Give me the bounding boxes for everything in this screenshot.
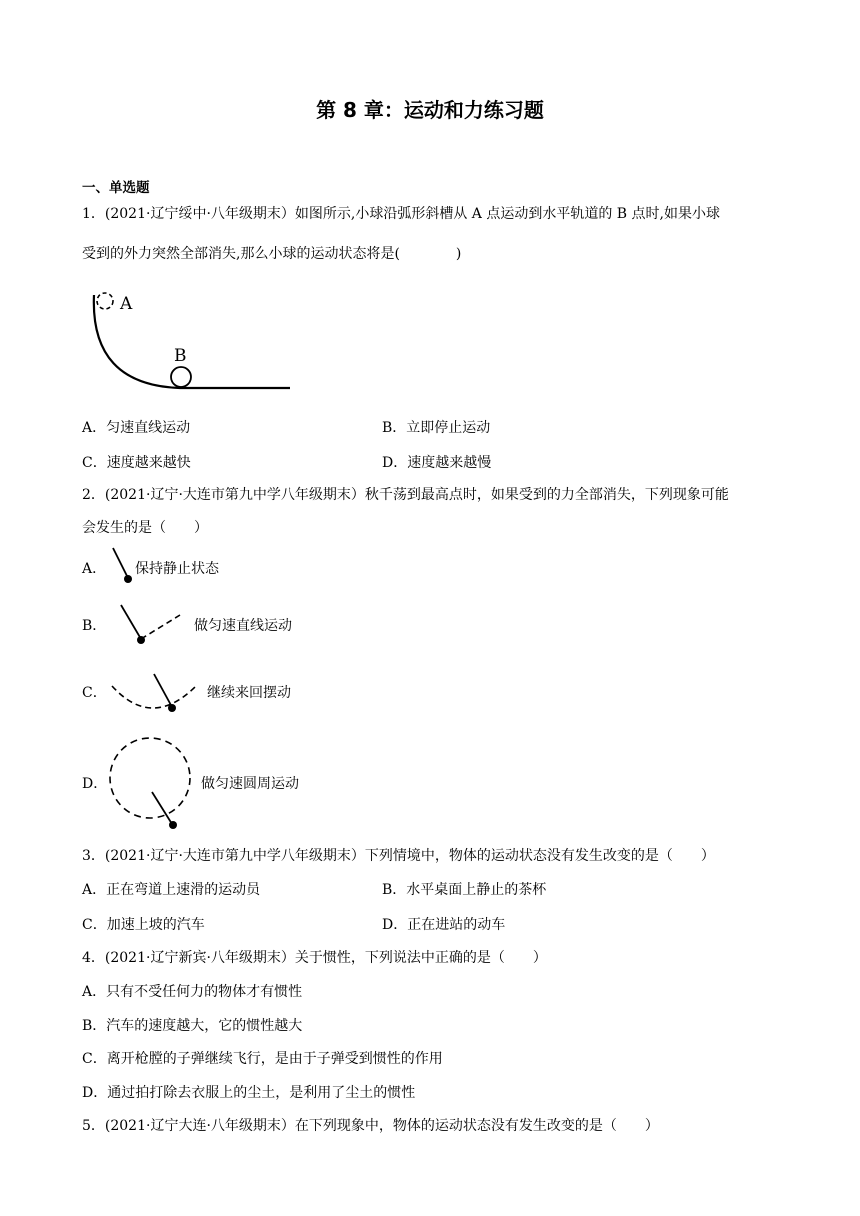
question-1-text-line1: 1．(2021·辽宁绥中·八年级期末）如图所示,小球沿弧形斜槽从 A 点运动到水平轨道的 B 点时,如果小球	[82, 206, 720, 222]
q2-option-d-letter: D．	[82, 776, 108, 792]
q1-option-c: C．速度越来越快	[82, 455, 191, 471]
point-a-label: A	[120, 294, 133, 314]
question-3-text: 3．(2021·辽宁·大连市第九中学八年级期末）下列情境中，物体的运动状态没有发生改变的是（ ）	[82, 848, 715, 864]
q3-option-b: B．水平桌面上静止的茶杯	[382, 882, 547, 898]
question-4-text: 4．(2021·辽宁新宾·八年级期末）关于惯性，下列说法中正确的是（ ）	[82, 950, 547, 966]
q4-option-d: D．通过拍打除去衣服上的尘土，是利用了尘土的惯性	[82, 1085, 416, 1101]
q2-pendulum-c-figure	[108, 670, 208, 720]
ball-at-b	[171, 367, 191, 387]
q4-option-b: B．汽车的速度越大，它的惯性越大	[82, 1018, 303, 1034]
question-1-text-line2: 受到的外力突然全部消失,那么小球的运动状态将是( )	[82, 246, 462, 262]
q2-option-c-letter: C．	[82, 685, 107, 701]
question-2-text-line2: 会发生的是（ ）	[82, 520, 208, 536]
q4-option-a: A．只有不受任何力的物体才有惯性	[82, 984, 303, 1000]
ball-at-a	[97, 293, 113, 309]
q2-option-d-text: 做匀速圆周运动	[201, 776, 299, 792]
q2-option-c-text: 继续来回摆动	[207, 685, 291, 701]
q2-pendulum-b-figure	[110, 600, 190, 650]
q3-option-d: D．正在进站的动车	[382, 917, 506, 933]
point-b-label: B	[174, 346, 187, 366]
q3-option-a: A．正在弯道上速滑的运动员	[82, 882, 261, 898]
question-2-text-line1: 2．(2021·辽宁·大连市第九中学八年级期末）秋千荡到最高点时，如果受到的力全部消失，下列现象可能	[82, 487, 729, 503]
q4-option-c: C．离开枪膛的子弹继续飞行，是由于子弹受到惯性的作用	[82, 1051, 443, 1067]
q1-option-a: A．匀速直线运动	[82, 420, 191, 436]
q1-option-d: D．速度越来越慢	[382, 455, 492, 471]
section-heading: 一、单选题	[82, 180, 150, 196]
page-title: 第 8 章：运动和力练习题	[316, 98, 544, 122]
q3-option-c: C．加速上坡的汽车	[82, 917, 205, 933]
q2-option-b-text: 做匀速直线运动	[194, 618, 292, 634]
q1-arc-track-figure	[80, 285, 300, 395]
q2-option-a-letter: A．	[82, 561, 107, 577]
question-5-text: 5．(2021·辽宁大连·八年级期末）在下列现象中，物体的运动状态没有发生改变的是（ ）	[82, 1118, 659, 1134]
q2-option-a-text: 保持静止状态	[135, 561, 219, 577]
q2-option-b-letter: B．	[82, 618, 107, 634]
q1-option-b: B．立即停止运动	[382, 420, 491, 436]
q2-pendulum-a-figure	[100, 545, 140, 585]
q2-pendulum-d-figure	[108, 732, 198, 832]
